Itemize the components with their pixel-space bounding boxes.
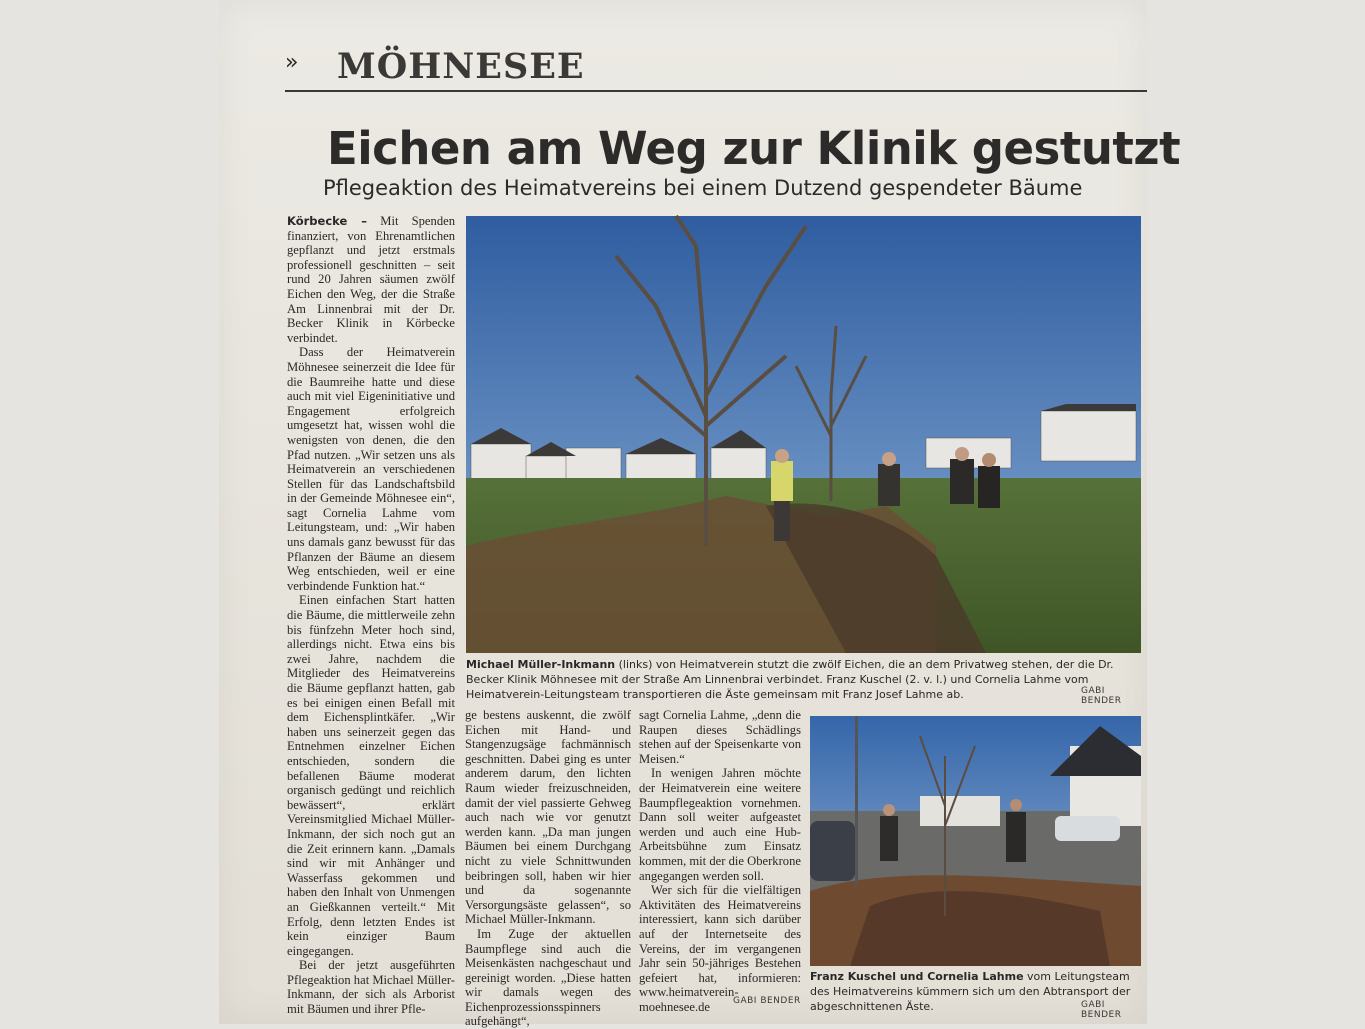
section-marker: » xyxy=(285,50,299,75)
secondary-photo-image xyxy=(810,716,1141,966)
article-paragraph: Körbecke – Mit Spenden finanziert, von Ehrenamtlichen gepflanzt und jetzt erstmals professionell geschnitten – seit rund 20 Jahren säumen zwölf Eichen den Weg, der die Straße Am Linnenbrai mit der Dr. Becker Klinik in Körbecke verbindet. xyxy=(287,214,455,345)
article-paragraph: Bei der jetzt ausgeführten Pflegeaktion hat Michael Müller-Inkmann, der sich als Arborist mit Bäumen und ihrer Pfle- xyxy=(287,958,455,1017)
article-paragraph: Einen einfachen Start hatten die Bäume, die mittlerweile zehn bis fünfzehn Meter hoch sind, allerdings nicht. Etwa eins bis zwei Jahre, nachdem die Mitglieder des Heimatvereins die Bäume gepflanzt hatten, gab es bei einigen einen Befall mit dem Eichensplintkäfer. „Wir haben uns seinerzeit gegen das Entnehmen einzelner Eichen entschieden, sondern die befallenen Bäume moderat organisch gedüngt und reichlich bewässert“, erklärt Vereinsmitglied Michael Müller-Inkmann, der sich noch gut an die Zeit erinnern kann. „Damals sind wir mit Anhänger und Wasserfass gekommen und haben den Inhalt von Unmengen an Gießkannen verteilt.“ Mit Erfolg, denn letzten Endes ist kein einziger Baum eingegangen. xyxy=(287,593,455,958)
secondary-photo-credit: GABI BENDER xyxy=(1081,1000,1122,1020)
secondary-photo xyxy=(810,716,1141,966)
subheadline: Pflegeaktion des Heimatvereins bei einem Dutzend gespendeter Bäume xyxy=(323,176,1083,200)
article-paragraph: Im Zuge der aktuellen Baumpflege sind auch die Meisenkästen nachgeschaut und gereinigt worden. „Diese hatten wir damals wegen des Eichenprozessionsspinners aufgehängt“, xyxy=(465,926,631,1029)
main-photo xyxy=(466,216,1141,653)
main-photo-caption: Michael Müller-Inkmann (links) von Heimatverein stutzt die zwölf Eichen, die an dem Privatweg stehen, der die Dr. Becker Klinik Möhnesee mit der Straße Am Linnenbrai verbindet. Franz Kuschel (2. v. l.) und Cornelia Lahme vom Heimatverein-Leitungsteam transportieren die Äste gemeinsam mit Franz Josef Lahme ab. xyxy=(466,658,1114,701)
article-paragraph: Dass der Heimatverein Möhnesee seinerzeit die Idee für die Baumreihe hatte und diese auch mit viel Eigeninitiative und Engagement erfolgreich umgesetzt hat, wissen wohl die wenigsten von denen, die den Pfad nutzen. „Wir setzen uns als Heimatverein an verschiedenen Stellen für das Landschaftsbild in der Gemeinde Möhnesee ein“, sagt Cornelia Lahme vom Leitungsteam, und: „Wir haben uns damals ganz bewusst für das Pflanzen der Bäume an diesem Weg entschieden, weil er eine verbindende Funktion hat.“ xyxy=(287,345,455,593)
main-photo-image xyxy=(466,216,1141,653)
headline: Eichen am Weg zur Klinik gestutzt xyxy=(327,122,1181,175)
main-photo-credit: GABI BENDER xyxy=(1081,686,1122,706)
dateline: Körbecke – xyxy=(287,214,368,228)
article-column-3 xyxy=(639,708,801,1014)
newspaper-page xyxy=(219,0,1181,1029)
section-rule xyxy=(285,90,1147,92)
article-paragraph: In wenigen Jahren möchte der Heimatverein eine weitere Baumpflegeaktion vornehmen. Dann soll weiter aufgeastet werden und auch eine Hub-Arbeitsbühne zum Einsatz kommen, mit der die Oberkrone angegangen werden soll. xyxy=(639,766,801,883)
article-column-2 xyxy=(465,708,631,1029)
column-credit: GABI BENDER xyxy=(733,996,801,1006)
secondary-photo-caption: Franz Kuschel und Cornelia Lahme vom Leitungsteam des Heimatvereins kümmern sich um den Abtransport der abgeschnittenen Äste. xyxy=(810,970,1131,1013)
article-paragraph: ge bestens auskennt, die zwölf Eichen mit Hand- und Stangenzugsäge fachmännisch geschnitten. Dabei ging es unter anderem darum, den lichten Raum wieder freizuschneiden, damit der viel passierte Gehweg auch nach wie vor genutzt werden kann. „Da man jungen Bäumen bei einem Durchgang nicht zu viele Schnittwunden beibringen soll, haben wir hier und da sogenannte Versorgungsäste gelassen“, so Michael Müller-Inkmann. xyxy=(465,708,631,927)
article-column-1 xyxy=(287,214,455,1017)
article-paragraph: Wer sich für die vielfältigen Aktivitäten des Heimatvereins interessiert, kann sich darüber auf der Internetseite des Vereins, der im vergangenen Jahr sein 50-jähriges Bestehen gefeiert hat, informieren: www.heimatverein-moehnesee.de xyxy=(639,883,801,1014)
article-paragraph: sagt Cornelia Lahme, „denn die Raupen dieses Schädlings stehen auf der Speisenkarte von Meisen.“ xyxy=(639,708,801,766)
section-title: MÖHNESEE xyxy=(337,46,585,87)
